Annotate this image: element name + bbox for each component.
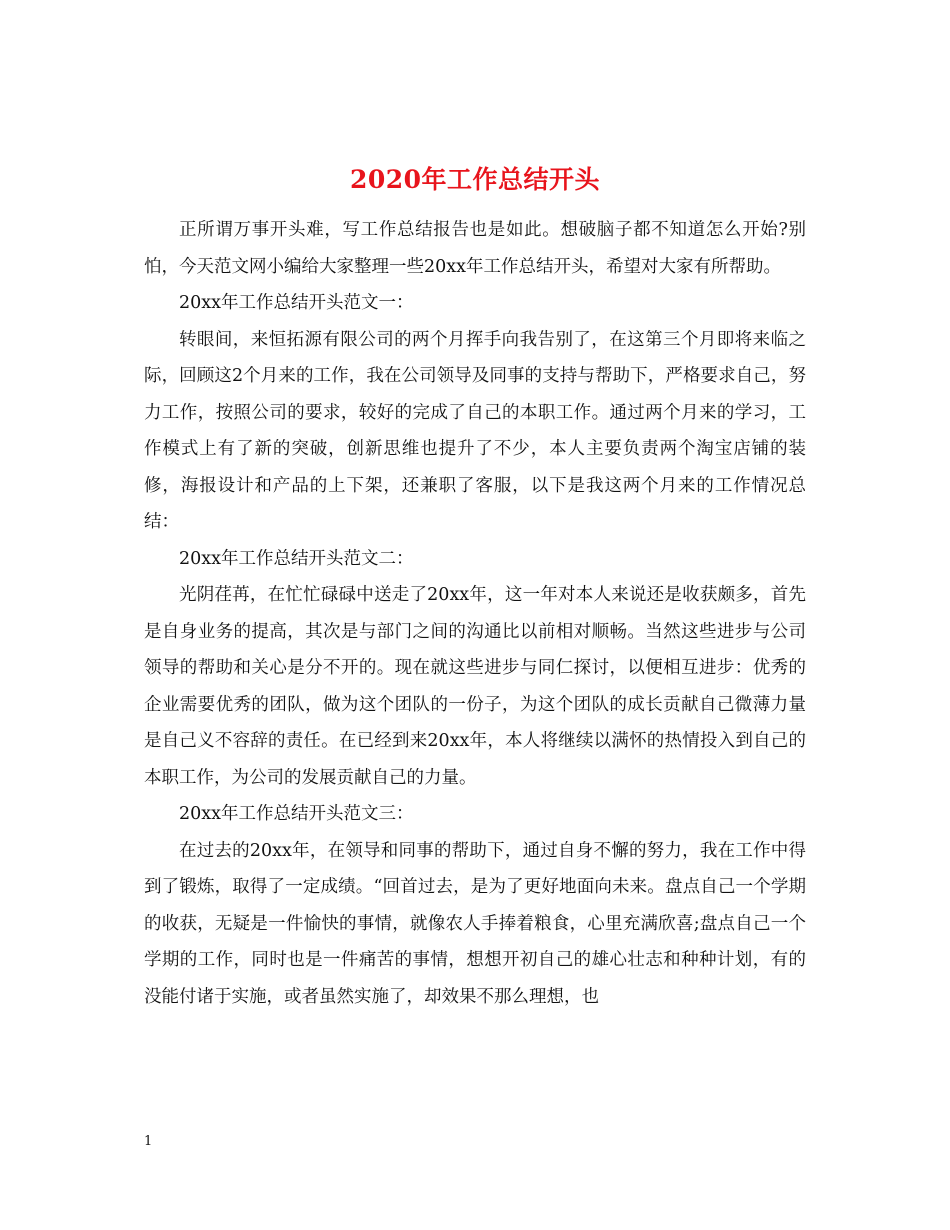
paragraph-sample-2: 光阴荏苒，在忙忙碌碌中送走了20xx年，这一年对本人来说还是收获颇多，首先是自身业务的提高，其次是与部门之间的沟通比以前相对顺畅。当然这些进步与公司领导的帮助和关心是分不开的。现在就这些进步与同仁探讨，以便相互进步：优秀的企业需要优秀的团队，做为这个团队的一份子，为这个团队的成长贡献自己微薄力量是自己义不容辞的责任。在已经到来20xx年，本人将继续以满怀的热情投入到自己的本职工作，为公司的发展贡献自己的力量。 <box>144 585 806 788</box>
section-heading-3: 20xx年工作总结开头范文三： <box>179 804 414 824</box>
document-body <box>144 212 806 1015</box>
document-title: 2020年工作总结开头 <box>349 164 601 194</box>
section-heading-1: 20xx年工作总结开头范文一： <box>179 293 414 313</box>
paragraph-sample-3: 在过去的20xx年，在领导和同事的帮助下，通过自身不懈的努力，我在工作中得到了锻炼，取得了一定成绩。“回首过去，是为了更好地面向未来。盘点自己一个学期的收获，无疑是一件愉快的事情，就像农人手捧着粮食，心里充满欣喜;盘点自己一个学期的工作，同时也是一件痛苦的事情，想想开初自己的雄心壮志和种种计划，有的没能付诸于实施，或者虽然实施了，却效果不那么理想，也 <box>144 840 806 1007</box>
section-heading-2: 20xx年工作总结开头范文二： <box>179 548 414 569</box>
paragraph-intro: 正所谓万事开头难，写工作总结报告也是如此。想破脑子都不知道怎么开始?别怕，今天范文网小编给大家整理一些20xx年工作总结开头，希望对大家有所帮助。 <box>144 220 806 277</box>
paragraph-sample-1: 转眼间，来恒拓源有限公司的两个月挥手向我告别了，在这第三个月即将来临之际，回顾这2个月来的工作，我在公司领导及同事的支持与帮助下，严格要求自己，努力工作，按照公司的要求，较好的完成了自己的本职工作。通过两个月来的学习，工作模式上有了新的突破，创新思维也提升了不少，本人主要负责两个淘宝店铺的装修，海报设计和产品的上下架，还兼职了客服，以下是我这两个月来的工作情况总结： <box>144 329 806 532</box>
page-number: 1 <box>144 1134 153 1149</box>
